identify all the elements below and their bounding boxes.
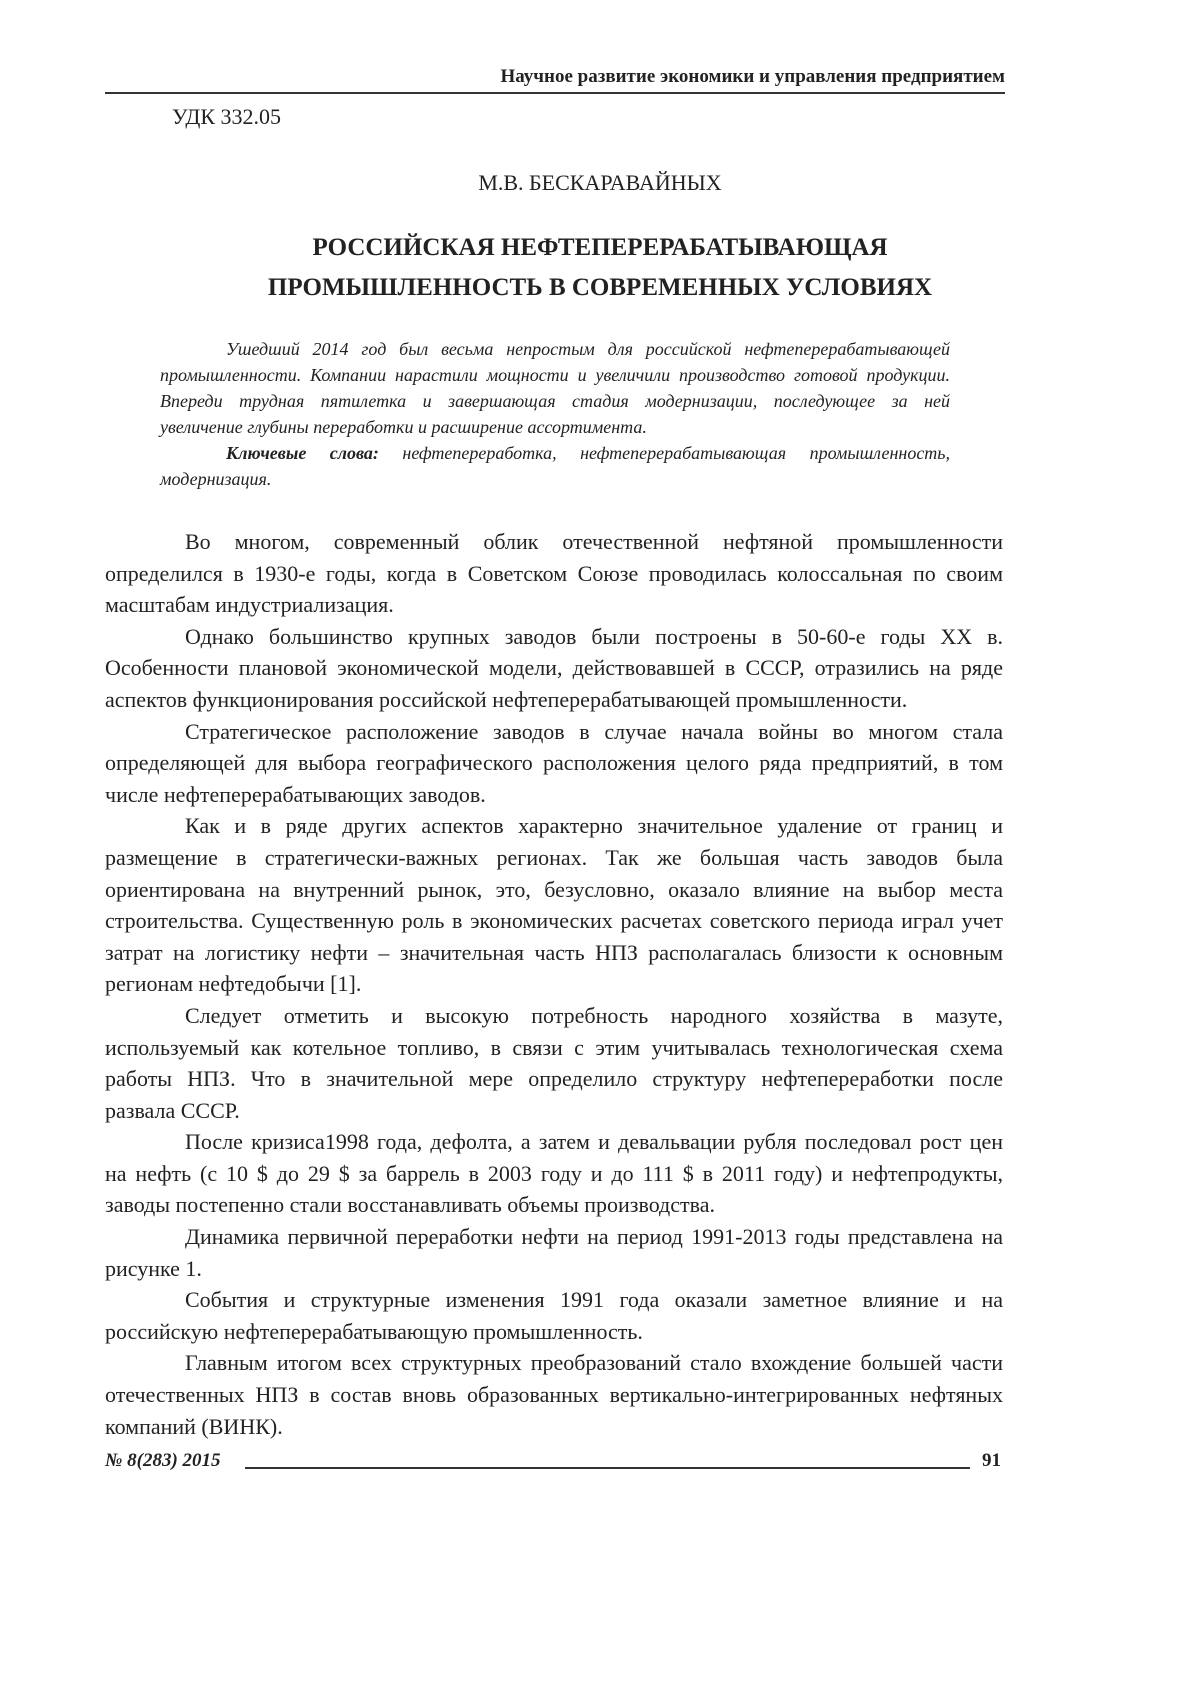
paragraph-line: работы НПЗ. Что в значительной мере определило структуру нефтепереработки после bbox=[105, 1063, 1003, 1095]
running-header: Научное развитие экономики и управления предприятием bbox=[105, 66, 1005, 88]
paragraph-line: масштабам индустриализация. bbox=[105, 589, 1003, 621]
paragraph-line: заводы постепенно стали восстанавливать объемы производства. bbox=[105, 1189, 1003, 1221]
keywords-text: нефтепереработка, нефтеперерабатывающая промышленность, bbox=[379, 443, 950, 463]
paragraph-line: ориентирована на внутренний рынок, это, безусловно, оказало влияние на выбор места bbox=[105, 874, 1003, 906]
paragraph-line: аспектов функционирования российской нефтеперерабатывающей промышленности. bbox=[105, 684, 1003, 716]
abstract-line: Впереди трудная пятилетка и завершающая стадия модернизации, последующее за ней bbox=[160, 388, 950, 414]
paragraph-line: Однако большинство крупных заводов были построены в 50-60-е годы XX в. bbox=[105, 621, 1003, 653]
paragraph-line: российскую нефтеперерабатывающую промышленность. bbox=[105, 1316, 1003, 1348]
paragraph-line: на нефть (с 10 $ до 29 $ за баррель в 2003 году и до 111 $ в 2011 году) и нефтепродукты, bbox=[105, 1158, 1003, 1190]
header-rule bbox=[105, 92, 1005, 94]
paragraph-line: Во многом, современный облик отечественной нефтяной промышленности bbox=[105, 526, 1003, 558]
paragraph-line: регионам нефтедобычи [1]. bbox=[105, 968, 1003, 1000]
paragraph-line: определился в 1930-е годы, когда в Советском Союзе проводилась колоссальная по своим bbox=[105, 558, 1003, 590]
title-line: РОССИЙСКАЯ НЕФТЕПЕРЕРАБАТЫВАЮЩАЯ bbox=[0, 228, 1200, 268]
paragraph-line: затрат на логистику нефти – значительная часть НПЗ располагалась близости к основным bbox=[105, 937, 1003, 969]
abstract-line: увеличение глубины переработки и расширение ассортимента. bbox=[160, 414, 950, 440]
paragraph-line: рисунке 1. bbox=[105, 1253, 1003, 1285]
paragraph-line: отечественных НПЗ в состав вновь образованных вертикально-интегрированных нефтяных bbox=[105, 1379, 1003, 1411]
paragraph-line: используемый как котельное топливо, в связи с этим учитывалась технологическая схема bbox=[105, 1032, 1003, 1064]
abstract-line: Ушедший 2014 год был весьма непростым для российской нефтеперерабатывающей bbox=[160, 336, 950, 362]
author: М.В. БЕСКАРАВАЙНЫХ bbox=[0, 170, 1200, 196]
abstract-line: промышленности. Компании нарастили мощности и увеличили производство готовой продукции. bbox=[160, 362, 950, 388]
paragraph-line: Следует отметить и высокую потребность народного хозяйства в мазуте, bbox=[105, 1000, 1003, 1032]
paragraph-line: Стратегическое расположение заводов в случае начала войны во многом стала bbox=[105, 716, 1003, 748]
paragraph-line: Как и в ряде других аспектов характерно значительное удаление от границ и bbox=[105, 810, 1003, 842]
paragraph-line: определяющей для выбора географического расположения целого ряда предприятий, в том bbox=[105, 747, 1003, 779]
footer-rule bbox=[245, 1467, 970, 1469]
abstract bbox=[160, 336, 950, 492]
keywords-text: модернизация. bbox=[160, 466, 950, 492]
paragraph-line: Динамика первичной переработки нефти на период 1991-2013 годы представлена на bbox=[105, 1221, 1003, 1253]
paragraph-line: развала СССР. bbox=[105, 1095, 1003, 1127]
footer-issue: № 8(283) 2015 bbox=[105, 1450, 221, 1472]
article-title bbox=[0, 228, 1200, 308]
paragraph-line: числе нефтеперерабатывающих заводов. bbox=[105, 779, 1003, 811]
page-number: 91 bbox=[982, 1450, 1001, 1472]
paragraph-line: Главным итогом всех структурных преобразований стало вхождение большей части bbox=[105, 1347, 1003, 1379]
paragraph-line: размещение в стратегически-важных регионах. Так же большая часть заводов была bbox=[105, 842, 1003, 874]
paragraph-line: После кризиса1998 года, дефолта, а затем и девальвации рубля последовал рост цен bbox=[105, 1126, 1003, 1158]
article-body bbox=[105, 526, 1003, 1442]
udk-code: УДК 332.05 bbox=[172, 104, 281, 130]
paragraph-line: События и структурные изменения 1991 года оказали заметное влияние и на bbox=[105, 1284, 1003, 1316]
paragraph-line: компаний (ВИНК). bbox=[105, 1411, 1003, 1443]
keywords-line bbox=[160, 440, 950, 466]
paragraph-line: Особенности плановой экономической модели, действовавшей в СССР, отразились на ряде bbox=[105, 652, 1003, 684]
keywords-label: Ключевые слова: bbox=[226, 443, 379, 463]
title-line: ПРОМЫШЛЕННОСТЬ В СОВРЕМЕННЫХ УСЛОВИЯХ bbox=[0, 268, 1200, 308]
paragraph-line: строительства. Существенную роль в экономических расчетах советского периода играл учет bbox=[105, 905, 1003, 937]
